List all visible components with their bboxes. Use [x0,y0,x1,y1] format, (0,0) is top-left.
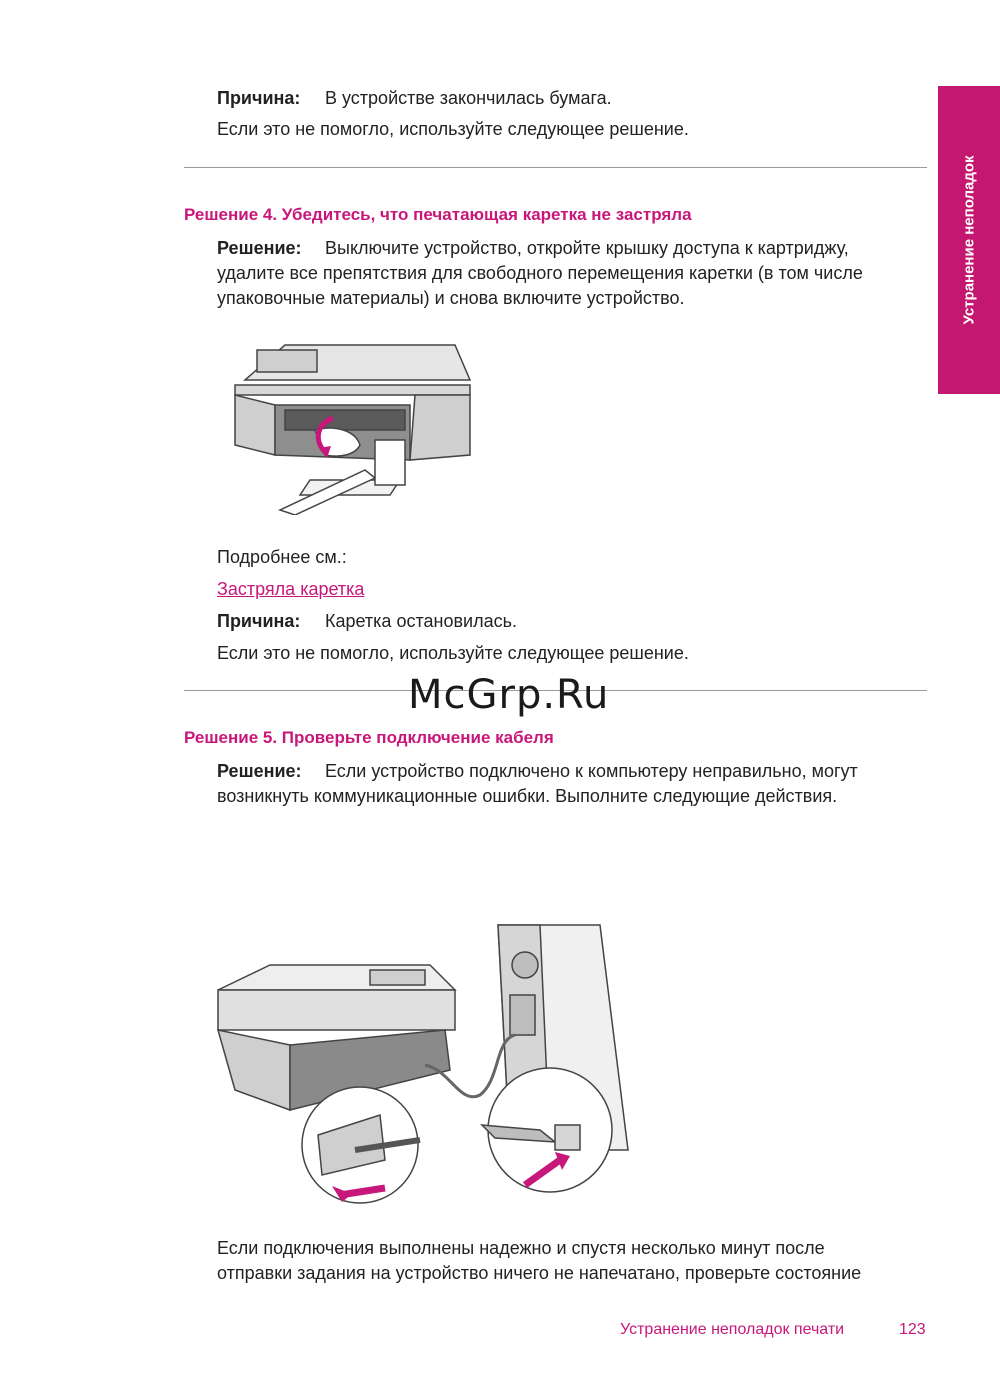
fallback-text: Если это не помогло, используйте следующее решение. [217,119,689,139]
side-tab-label: Устранение неполадок [960,155,978,325]
solution4-body [217,236,917,311]
cause-text: В устройстве закончилась бумага. [325,88,612,108]
solution5-line1: Если устройство подключено к компьютеру неправильно, могут [325,761,858,781]
cause-line-paper [217,86,612,111]
after-line2: отправки задания на устройство ничего не напечатано, проверьте состояние [217,1263,862,1283]
footer-section-title: Устранение неполадок печати [620,1321,845,1338]
cause-text: Каретка остановилась. [325,611,517,631]
solution5-after [217,1236,917,1286]
more-info: Подробнее см.: [217,547,347,567]
solution4-line1: Выключите устройство, откройте крышку доступа к картриджу, [325,238,849,258]
fallback-text: Если это не помогло, используйте следующее решение. [217,643,689,663]
divider [184,167,927,168]
cause-line-carriage [217,609,517,634]
watermark: McGrp.Ru [408,672,610,718]
solution5-line2: возникнуть коммуникационные ошибки. Выполните следующие действия. [217,786,838,806]
usb-cable-illustration [210,920,640,1210]
solution-label: Решение: [217,238,302,258]
printer-carriage-illustration [215,330,475,515]
cause-label: Причина: [217,88,301,108]
cause-label: Причина: [217,611,301,631]
side-section-tab [938,86,1000,394]
solution4-line3: упаковочные материалы) и снова включите устройство. [217,288,685,308]
solution4-heading: Решение 4. Убедитесь, что печатающая каретка не застряла [184,205,692,224]
solution5-heading: Решение 5. Проверьте подключение кабеля [184,728,554,747]
after-line1: Если подключения выполнены надежно и спустя несколько минут после [217,1238,825,1258]
page-number: 123 [899,1321,926,1338]
solution-label: Решение: [217,761,302,781]
solution5-body [217,759,917,809]
carriage-jam-link[interactable]: Застряла каретка [217,579,365,599]
solution4-line2: удалите все препятствия для свободного перемещения каретки (в том числе [217,263,863,283]
